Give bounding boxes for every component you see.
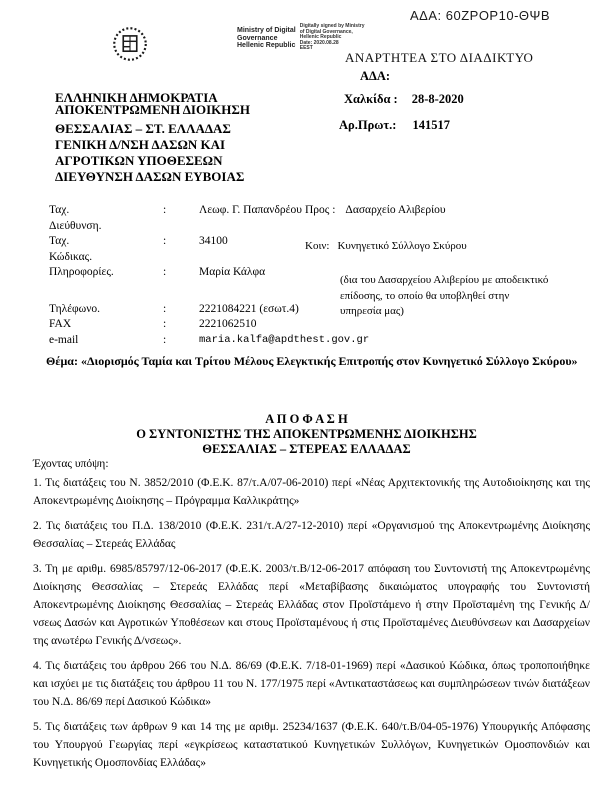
contact-value: Λεωφ. Γ. Παπανδρέου — [199, 204, 302, 216]
to-label: Προς : — [305, 204, 336, 216]
recipient-to — [305, 204, 446, 216]
signature-ministry-text: Ministry of Digital Governance Hellenic Republic — [237, 27, 296, 49]
protocol-number-row — [339, 118, 450, 133]
letterhead-line: ΑΠΟΚΕΝΤΡΩΜΕΝΗ ΔΙΟΙΚΗΣΗ — [55, 102, 250, 117]
legal-references — [33, 474, 590, 779]
date-value: 28-8-2020 — [411, 92, 464, 106]
letterhead-line: ΕΛΛΗΝΙΚΗ ΔΗΜΟΚΡΑΤΙΑ — [55, 90, 218, 105]
cc-label: Κοιν: — [305, 240, 330, 252]
contact-label: Πληροφορίες. — [49, 266, 114, 278]
letterhead — [55, 92, 250, 184]
decision-subtitle: ΘΕΣΣΑΛΙΑΣ – ΣΤΕΡΕΑΣ ΕΛΛΑΔΑΣ — [202, 442, 411, 456]
letterhead-line: ΓΕΝΙΚΗ Δ/ΝΣΗ ΔΑΣΩΝ ΚΑΙ — [55, 137, 226, 152]
place-label: Χαλκίδα : — [344, 92, 398, 106]
contact-label: Ταχ. Κώδικας. — [49, 235, 93, 263]
subject-text: «Διορισμός Ταμία και Τρίτου Μέλους Ελεγκτικής Επιτροπής στον Κυνηγετικό Σύλλογο Σκύρου» — [80, 354, 578, 368]
contact-value: 34100 — [199, 235, 228, 247]
contact-row-information — [49, 265, 369, 281]
legal-paragraph: 3. Τη με αριθμ. 6985/85797/12-06-2017 (Φ.Ε.Κ. 2003/τ.Β/12-06-2017 απόφαση του Συντονιστή της Αποκεντρωμένης Διοίκησης Θεσσαλίας – Στερεάς Ελλάδας περί «Μεταβίβασης δικαιώματος υπογραφής του Συντονιστή Αποκεντρωμένης Διοίκησης Θεσσαλίας – Στερεάς Ελλάδας στον Προϊστάμενο ή στην Προϊσταμένη της Γενικής Δ/νσεως Δασών και Αγροτικών Υποθέσεων και στους Προϊσταμένους ή στις Προϊσταμένες Διευθύνσεων και Δασαρχείων της ανωτέρω Γενικής Δ/νσεως». — [33, 563, 590, 647]
digital-signature-stamp — [237, 23, 417, 55]
decision-heading — [0, 412, 613, 457]
legal-paragraph: 4. Τις διατάξεις του άρθρου 266 του Ν.Δ. 86/69 (Φ.Ε.Κ. 7/18-01-1969) περί «Δασικού Κώδικα, όπως τροποποιήθηκε και ισχύει με τις διατάξεις του άρθρου 11 του Ν. 177/1975 περί «Αντικαταστάσεως και συμπληρώσεων τινών διατάξεων του Ν.Δ. 86/69 περί Δασικού Κώδικα» — [33, 660, 590, 708]
contact-label: Τηλέφωνο. — [49, 302, 101, 315]
email-address: maria.kalfa@apdthest.gov.gr — [199, 333, 370, 346]
contact-label: Ταχ. Διεύθυνση. — [49, 204, 102, 232]
protocol-value: 141517 — [412, 118, 450, 132]
colon-separator: : — [163, 266, 167, 278]
signature-details-text: Digitally signed by Ministry of Digital Governance, Hellenic Republic Date: 2020.08.28 EEST — [299, 23, 365, 52]
protocol-label: Αρ.Πρωτ.: — [339, 118, 397, 132]
legal-paragraph: 5. Τις διατάξεις των άρθρων 9 και 14 της με αριθμ. 25234/1637 (Φ.Ε.Κ. 640/τ.Β/04-05-1976) Υπουργικής Απόφασης του Υπουργού Γεωργίας περί «εγκρίσεως καταστατικού Κυνηγετικών Συλλόγων, Κυνηγετικών Ομοσπονδιών και Κυνηγετικής Ομοσπονδίας Ελλάδας» — [33, 721, 590, 769]
contact-row-telephone — [49, 302, 369, 318]
contact-info-block — [49, 203, 369, 348]
colon-separator: : — [163, 318, 167, 330]
posted-on-internet-notice: ΑΝΑΡΤΗΤΕΑ ΣΤΟ ΔΙΑΔΙΚΤΥΟ — [345, 50, 534, 65]
contact-value: 2221062510 — [199, 318, 257, 330]
contact-label: FAX — [49, 318, 72, 330]
contact-value: Μαρία Κάλφα — [199, 266, 266, 278]
colon-separator: : — [163, 302, 167, 315]
decision-intro: Έχοντας υπόψη: — [33, 458, 109, 470]
place-and-date — [344, 92, 464, 107]
ada-code: ΑΔΑ: 60ΖΡΟΡ10-ΘΨΒ — [410, 8, 551, 23]
legal-paragraph: 1. Τις διατάξεις του Ν. 3852/2010 (Φ.Ε.Κ. 87/τ.Α/07-06-2010) περί «Νέας Αρχιτεκτονικής της Αυτοδιοίκησης και της Αποκεντρωμένης Διοίκησης – Πρόγραμμα Καλλικράτης» — [33, 477, 590, 507]
cc-delivery-note: (δια του Δασαρχείου Αλιβερίου με αποδεικτικό επίδοσης, το οποίο θα υποβληθεί στην υπηρεσία μας) — [340, 274, 549, 317]
letterhead-line: ΘΕΣΣΑΛΙΑΣ – ΣΤ. ΕΛΛΑΔΑΣ — [55, 121, 231, 136]
letterhead-line: ΔΙΕΥΘΥΝΣΗ ΔΑΣΩΝ ΕΥΒΟΙΑΣ — [55, 169, 245, 184]
subject-line — [46, 352, 600, 370]
colon-separator: : — [163, 235, 167, 247]
greek-state-emblem-icon — [112, 26, 148, 62]
subject-label: Θέμα: — [46, 354, 78, 368]
to-value: Δασαρχείο Αλιβερίου — [345, 204, 446, 216]
cc-value: Κυνηγετικό Σύλλογο Σκύρου — [337, 240, 467, 252]
contact-row-email — [49, 333, 369, 349]
ada-label: ΑΔΑ: — [360, 69, 391, 83]
legal-paragraph: 2. Τις διατάξεις του Π.Δ. 138/2010 (Φ.Ε.Κ. 231/τ.Α/27-12-2010) περί «Οργανισμού της Αποκεντρωμένης Διοίκησης Θεσσαλίας – Στερεάς Ελλάδας — [33, 520, 590, 550]
contact-row-fax — [49, 317, 369, 333]
decision-subtitle: Ο ΣΥΝΤΟΝΙΣΤΗΣ ΤΗΣ ΑΠΟΚΕΝΤΡΩΜΕΝΗΣ ΔΙΟΙΚΗΣΗΣ — [136, 427, 477, 441]
colon-separator: : — [163, 333, 167, 346]
contact-label: e-mail — [49, 333, 79, 346]
contact-value: 2221084221 (εσωτ.4) — [199, 302, 299, 315]
decision-title: Α Π Ο Φ Α Σ Η — [265, 412, 348, 426]
letterhead-line: ΑΓΡΟΤΙΚΩΝ ΥΠΟΘΕΣΕΩΝ — [55, 153, 223, 168]
recipient-cc — [305, 240, 467, 252]
colon-separator: : — [163, 204, 167, 216]
